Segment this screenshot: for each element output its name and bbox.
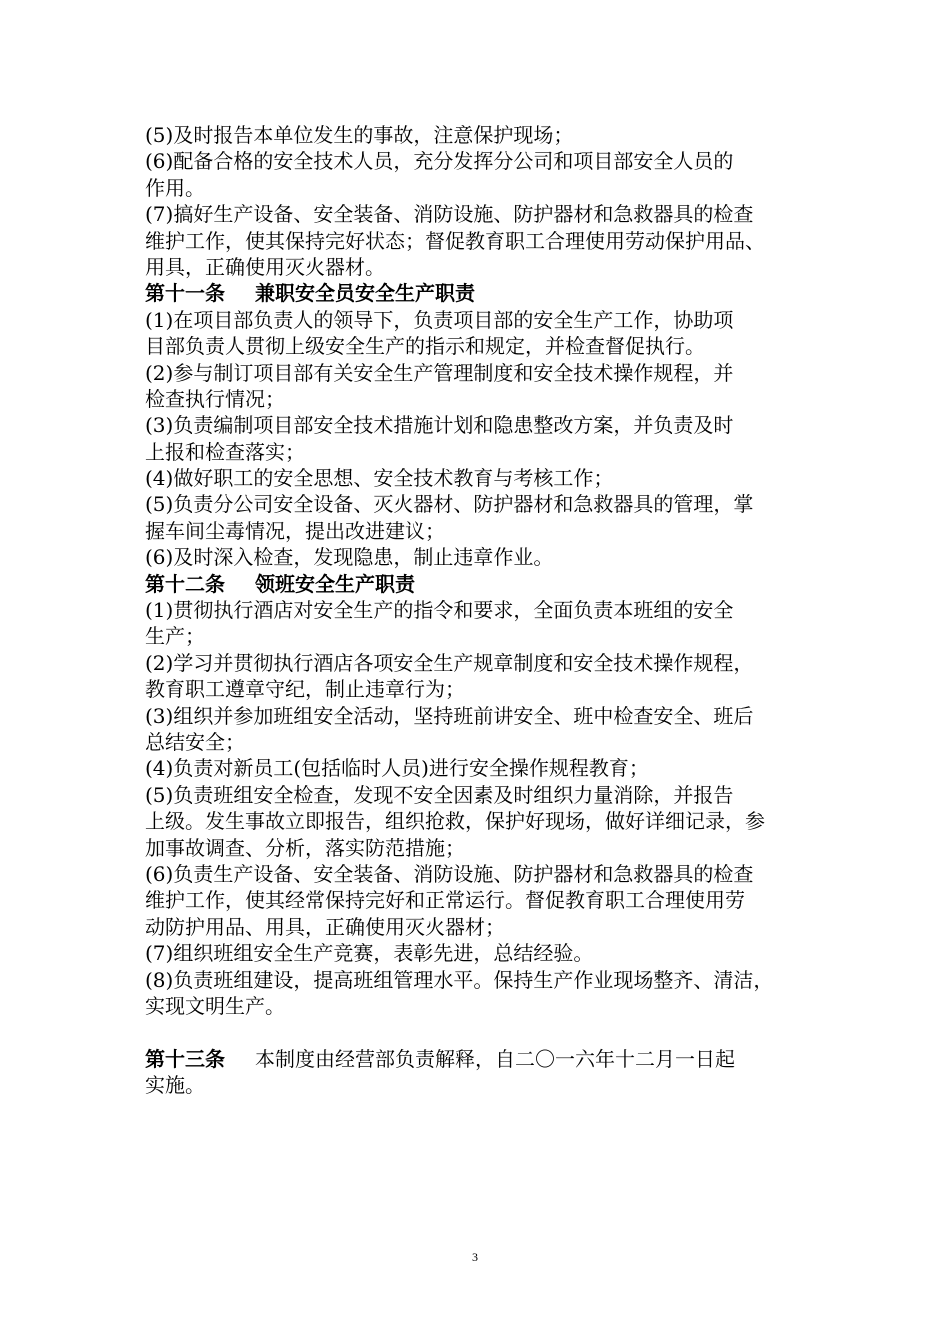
article-11-number: 第十一条	[145, 281, 225, 306]
paragraph-line: (6)配备合格的安全技术人员，充分发挥分公司和项目部安全人员的	[145, 149, 734, 174]
paragraph-line: (4)负责对新员工(包括临时人员)进行安全操作规程教育；	[145, 756, 649, 781]
paragraph-line: 实施。	[145, 1073, 205, 1098]
article-13-paragraph	[145, 1046, 825, 1072]
paragraph-line: (3)组织并参加班组安全活动，坚持班前讲安全、班中检查安全、班后	[145, 703, 754, 728]
paragraph-line: 作用。	[145, 175, 205, 200]
paragraph-line: (3)负责编制项目部安全技术措施计划和隐患整改方案，并负责及时	[145, 413, 734, 438]
paragraph-line: 上级。发生事故立即报告，组织抢救，保护好现场，做好详细记录，参	[145, 809, 765, 834]
paragraph-line: 加事故调查、分析，落实防范措施；	[145, 835, 465, 860]
paragraph-line: (5)负责分公司安全设备、灭火器材、防护器材和急救器具的管理，掌	[145, 492, 754, 517]
paragraph-line: 目部负责人贯彻上级安全生产的指示和规定，并检查督促执行。	[145, 334, 705, 359]
article-12-number: 第十二条	[145, 571, 225, 596]
paragraph-line: 检查执行情况；	[145, 386, 285, 411]
paragraph-line: (2)学习并贯彻执行酒店各项安全生产规章制度和安全技术操作规程，	[145, 650, 754, 675]
paragraph-line: 实现文明生产。	[145, 993, 285, 1018]
paragraph-line: 用具，正确使用灭火器材。	[145, 254, 385, 279]
paragraph-line: (2)参与制订项目部有关安全生产管理制度和安全技术操作规程，并	[145, 360, 734, 385]
paragraph-line: 生产；	[145, 624, 205, 649]
article-12-heading	[145, 571, 825, 597]
paragraph-line: (6)及时深入检查，发现隐患，制止违章作业。	[145, 545, 554, 570]
paragraph-line: 握车间尘毒情况，提出改进建议；	[145, 518, 445, 543]
paragraph-line: 动防护用品、用具，正确使用灭火器材；	[145, 914, 505, 939]
article-13-number: 第十三条	[145, 1046, 225, 1071]
blank-line	[145, 1019, 825, 1045]
article-13-text: 本制度由经营部负责解释，自二〇一六年十二月一日起	[255, 1046, 735, 1071]
article-11-title: 兼职安全员安全生产职责	[255, 281, 475, 306]
paragraph-line: 维护工作，使其经常保持完好和正常运行。督促教育职工合理使用劳	[145, 888, 745, 913]
paragraph-line: 维护工作，使其保持完好状态；督促教育职工合理使用劳动保护用品、	[145, 228, 765, 253]
paragraph-line: (5)及时报告本单位发生的事故，注意保护现场；	[145, 123, 574, 147]
page-number: 3	[472, 1250, 478, 1264]
paragraph-line: (4)做好职工的安全思想、安全技术教育与考核工作；	[145, 466, 614, 491]
paragraph-line: 总结安全；	[145, 729, 245, 754]
paragraph-line: (5)负责班组安全检查，发现不安全因素及时组织力量消除，并报告	[145, 782, 734, 807]
paragraph-line: (7)搞好生产设备、安全装备、消防设施、防护器材和急救器具的检查	[145, 202, 754, 227]
paragraph-line: (6)负责生产设备、安全装备、消防设施、防护器材和急救器具的检查	[145, 861, 754, 886]
article-12-title: 领班安全生产职责	[255, 571, 415, 596]
body-text	[145, 122, 825, 1098]
article-11-heading	[145, 280, 825, 306]
paragraph-line: (1)贯彻执行酒店对安全生产的指令和要求，全面负责本班组的安全	[145, 598, 734, 623]
paragraph-line: 上报和检查落实；	[145, 439, 305, 464]
paragraph-line: (1)在项目部负责人的领导下，负责项目部的安全生产工作，协助项	[145, 307, 734, 332]
paragraph-line: 教育职工遵章守纪，制止违章行为；	[145, 677, 465, 702]
paragraph-line: (8)负责班组建设，提高班组管理水平。保持生产作业现场整齐、清洁，	[145, 967, 774, 992]
paragraph-line: (7)组织班组安全生产竞赛，表彰先进，总结经验。	[145, 941, 594, 966]
